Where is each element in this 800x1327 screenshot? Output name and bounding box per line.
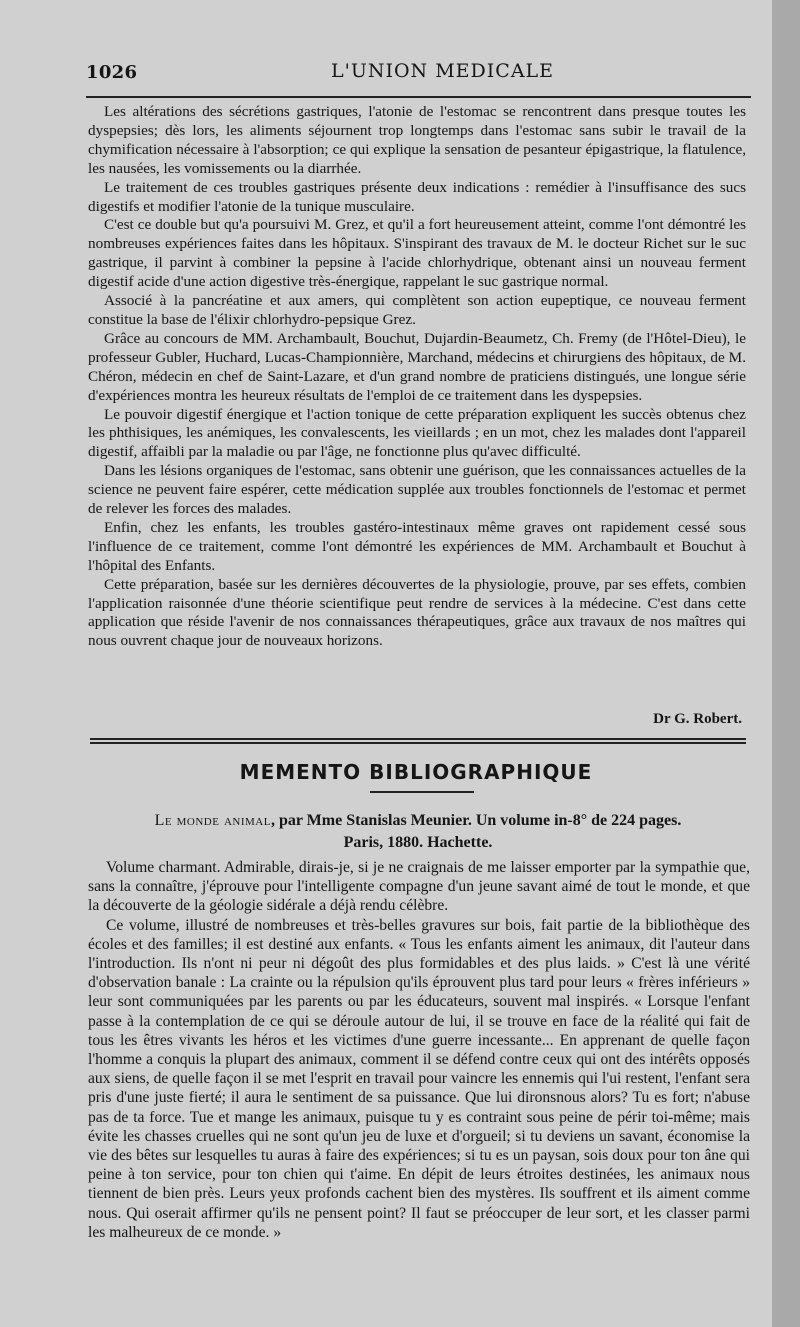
page-number: 1026 — [86, 62, 138, 83]
running-title: L'UNION MEDICALE — [331, 60, 555, 82]
article-paragraph: Grâce au concours de MM. Archambault, Bouchut, Dujardin-Beaumetz, Ch. Fremy (de l'Hôtel-Dieu), le professeur Gubler, Huchard, Lucas-Championnière, Marchand, médecins et chirurgiens des hôpitaux, de M. Chéron, médecin en chef de Saint-Lazare, et d'un grand nombre de praticiens distingués, une longue série d'expériences montra les heureux résultats de l'emploi de ce traitement dans les dyspepsies. — [88, 329, 746, 404]
review-paragraph: Volume charmant. Admirable, dirais-je, si je ne craignais de me laisser emporter par la sympathie que, sans la connaître, j'éprouve pour l'intelligente compagne d'un jeune savant aimé de tout le monde, et que la découverte de la géologie sidérale a déjà rendu célèbre. — [88, 859, 750, 915]
review-body — [88, 858, 750, 1242]
title-underline — [370, 791, 474, 793]
article-paragraph: Les altérations des sécrétions gastriques, l'atonie de l'estomac se rencontrent dans presque toutes les dyspepsies; dès lors, les aliments séjournent trop longtemps dans l'estomac sans subir le travail de la chymification nécessaire à l'absorption; ce qui explique la sensation de pesanteur épigastrique, la flatulence, les nausées, les vomissements ou la diarrhée. — [88, 103, 746, 177]
book-line — [100, 810, 736, 832]
article-paragraph: Le traitement de ces troubles gastriques présente deux indications : remédier à l'insuffisance des sucs digestifs et modifier l'atonie de la tunique musculaire. — [88, 178, 746, 215]
book-title: Le monde animal — [154, 812, 271, 829]
section-divider — [90, 738, 746, 744]
article-paragraph: Dans les lésions organiques de l'estomac, sans obtenir une guérison, que les connaissances actuelles de la science ne peuvent faire espérer, cette médication supplée aux troubles fonctionnels de l'estomac et permet de relever les forces des malades. — [88, 462, 746, 518]
article-signature: Dr G. Robert. — [653, 711, 742, 727]
section-title: MEMENTO BIBLIOGRAPHIQUE — [239, 760, 593, 784]
book-entry — [100, 810, 736, 854]
article-paragraph: Cette préparation, basée sur les dernières découvertes de la physiologie, prouve, par ses effets, combien l'application raisonnée d'une théorie scientifique peut rendre de services à la médecine. C'est dans cette application que réside l'avenir de nos connaissances thérapeutiques, grâce aux travaux de nos maîtres qui nous ouvrent chaque jour de nouveaux horizons. — [88, 575, 746, 650]
review-paragraph: Ce volume, illustré de nombreuses et très-belles gravures sur bois, fait partie de la bibliothèque des écoles et des familles; il est destiné aux enfants. « Tous les enfants aiment les animaux, dit l'auteur dans l'introduction. Ils n'ont ni peur ni dégoût des plus formidables et des plus laids. » C'est là une vérité d'observation banale : La crainte ou la répulsion qu'ils éprouvent plus tard pour leurs « frères inférieurs » leur sont communiquées par les parents ou par les éducateurs, souvent mal inspirés. « Lorsque l'enfant passe à la contemplation de ce qui se déroule autour de lui, il se trouve en face de la réalité qui fait de tous les êtres vivants les héros et les victimes d'une guerre incessante... En apprenant de quelle façon l'homme a conquis la plupart des animaux, comment il se défend contre ceux qui ont des intérêts opposés aux siens, de quelle façon il se met l'esprit en travail pour vaincre les ennemis qui l'ui restent, l'enfant sera pris d'une juste fierté; il aura le sentiment de sa puissance. Que lui dironsnous alors? Tu es fort; n'abuse pas de ta force. Tue et mange les animaux, puisque tu y es contraint sous peine de périr toi-même; mais évite les chasses cruelles qui ne sont qu'un jeu de luxe et d'orgueil; si tu deviens un savant, économise la vie des bêtes sur lesquelles tu auras à faire des expériences; si tu es un paysan, sois doux pour ton âne qui peine à ton service, pour ton chien qui t'aime. En dépit de leurs étroites destinées, les animaux nous tiennent de bien près. Leurs yeux profonds cachent bien des mystères. Ils souffrent et ils aiment comme nous. Qui oserait affirmer qu'ils ne pensent point? Il faut se préoccuper de leur sort, et les classer parmi les malheureux de ce monde. » — [88, 916, 750, 1241]
page-header — [86, 55, 751, 85]
book-details: , par Mme Stanislas Meunier. Un volume in-8° de 224 pages. — [270, 812, 682, 829]
article-body — [88, 103, 746, 651]
article-paragraph: Le pouvoir digestif énergique et l'action tonique de cette préparation expliquent les succès obtenus chez les phthisiques, les anémiques, les convalescents, les vieillards ; en un mot, chez les malades dont l'appareil digestif, affaibli par la maladie ou par l'âge, ne fonctionne plus qu'avec difficulté. — [88, 405, 746, 461]
page-edge-shadow — [772, 0, 800, 1327]
article-paragraph: C'est ce double but qu'a poursuivi M. Grez, et qu'il a fort heureusement atteint, comme l'ont démontré les nombreuses expériences faites dans les hôpitaux. S'inspirant des travaux de M. le docteur Richet sur le suc gastrique, il parvint à combiner la pepsine à l'acide chlorhydrique, obtenant ainsi un nouveau ferment digestif acide d'une action digestive très-énergique, rappelant le suc gastrique normal. — [88, 216, 746, 291]
header-rule — [86, 96, 751, 98]
book-publisher: Paris, 1880. Hachette. — [343, 834, 493, 851]
article-paragraph: Enfin, chez les enfants, les troubles gastéro-intestinaux même graves ont rapidement cessé sous l'influence de ce traitement, comme l'ont démontré les expériences de MM. Archambault et Bouchut à l'hôpital des Enfants. — [88, 518, 746, 574]
article-paragraph: Associé à la pancréatine et aux amers, qui complètent son action eupeptique, ce nouveau ferment constitue la base de l'élixir chlorhydro-pepsique Grez. — [88, 292, 746, 328]
